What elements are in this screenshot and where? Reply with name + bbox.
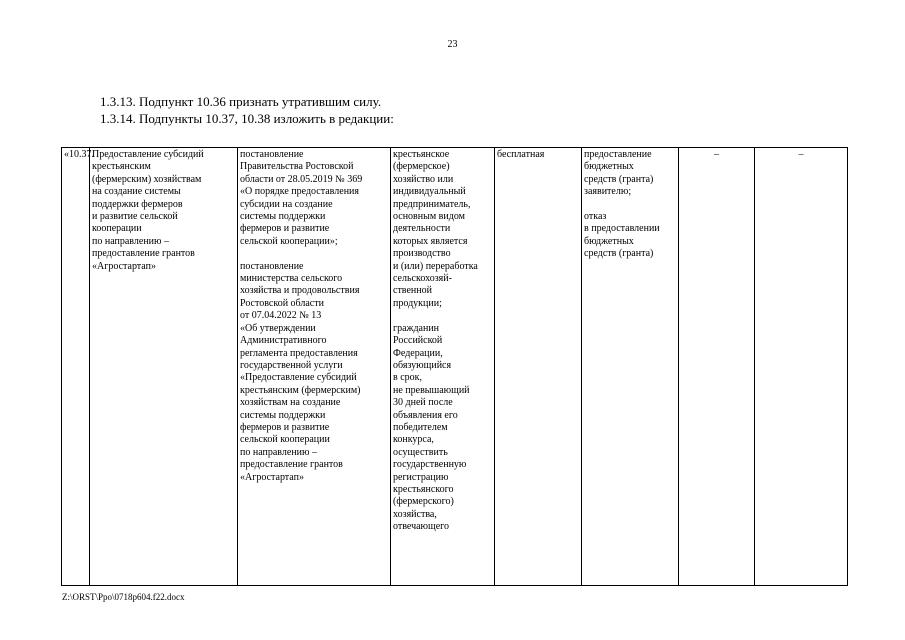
services-table: [61, 147, 848, 586]
cell-fee: бесплатная: [495, 148, 582, 586]
cell-service-name: Предоставление субсидий крестьянским (фермерским) хозяйствам на создание системы поддержки фермеров и развитие сельской кооперации по направлению – предоставление грантов «Агростартап»: [90, 148, 238, 586]
file-path-footer: Z:\ORST\Ppo\0718p604.f22.docx: [62, 592, 185, 602]
intro-line-2: 1.3.14. Подпункты 10.37, 10.38 изложить в редакции:: [100, 110, 394, 126]
cell-legal-basis: постановление Правительства Ростовской области от 28.05.2019 № 369 «О порядке предоставления субсидии на создание системы поддержки фермеров и развитие сельской кооперации»; постановление министерства сельского хозяйства и продовольствия Ростовской области от 07.04.2022 № 13 «Об утверждении Административного регламента предоставления государственной услуги «Предоставление субсидий крестьянским (фермерским) хозяйствам на создание системы поддержки фермеров и развитие сельской кооперации по направлению – предоставление грантов «Агростартап»: [238, 148, 391, 586]
cell-col8: –: [755, 148, 848, 586]
cell-col7: –: [679, 148, 755, 586]
intro-line-1: 1.3.13. Подпункт 10.36 признать утратившим силу.: [100, 94, 382, 109]
cell-result: предоставление бюджетных средств (гранта) заявителю; отказ в предоставлении бюджетных средств (гранта): [582, 148, 679, 586]
table-row: [62, 148, 848, 586]
intro-text: [100, 94, 394, 127]
cell-recipients: крестьянское (фермерское) хозяйство или индивидуальный предприниматель, основным видом деятельности которых является производство и (или) переработка сельскохозяй- ственной продукции; гражданин Российской Федерации, обязующийся в срок, не превышающий 30 дней после объявления его победителем конкурса, осуществить государственную регистрацию крестьянского (фермерского) хозяйства, отвечающего: [391, 148, 495, 586]
cell-row-number: «10.37.: [62, 148, 90, 586]
page-number: 23: [447, 39, 458, 50]
